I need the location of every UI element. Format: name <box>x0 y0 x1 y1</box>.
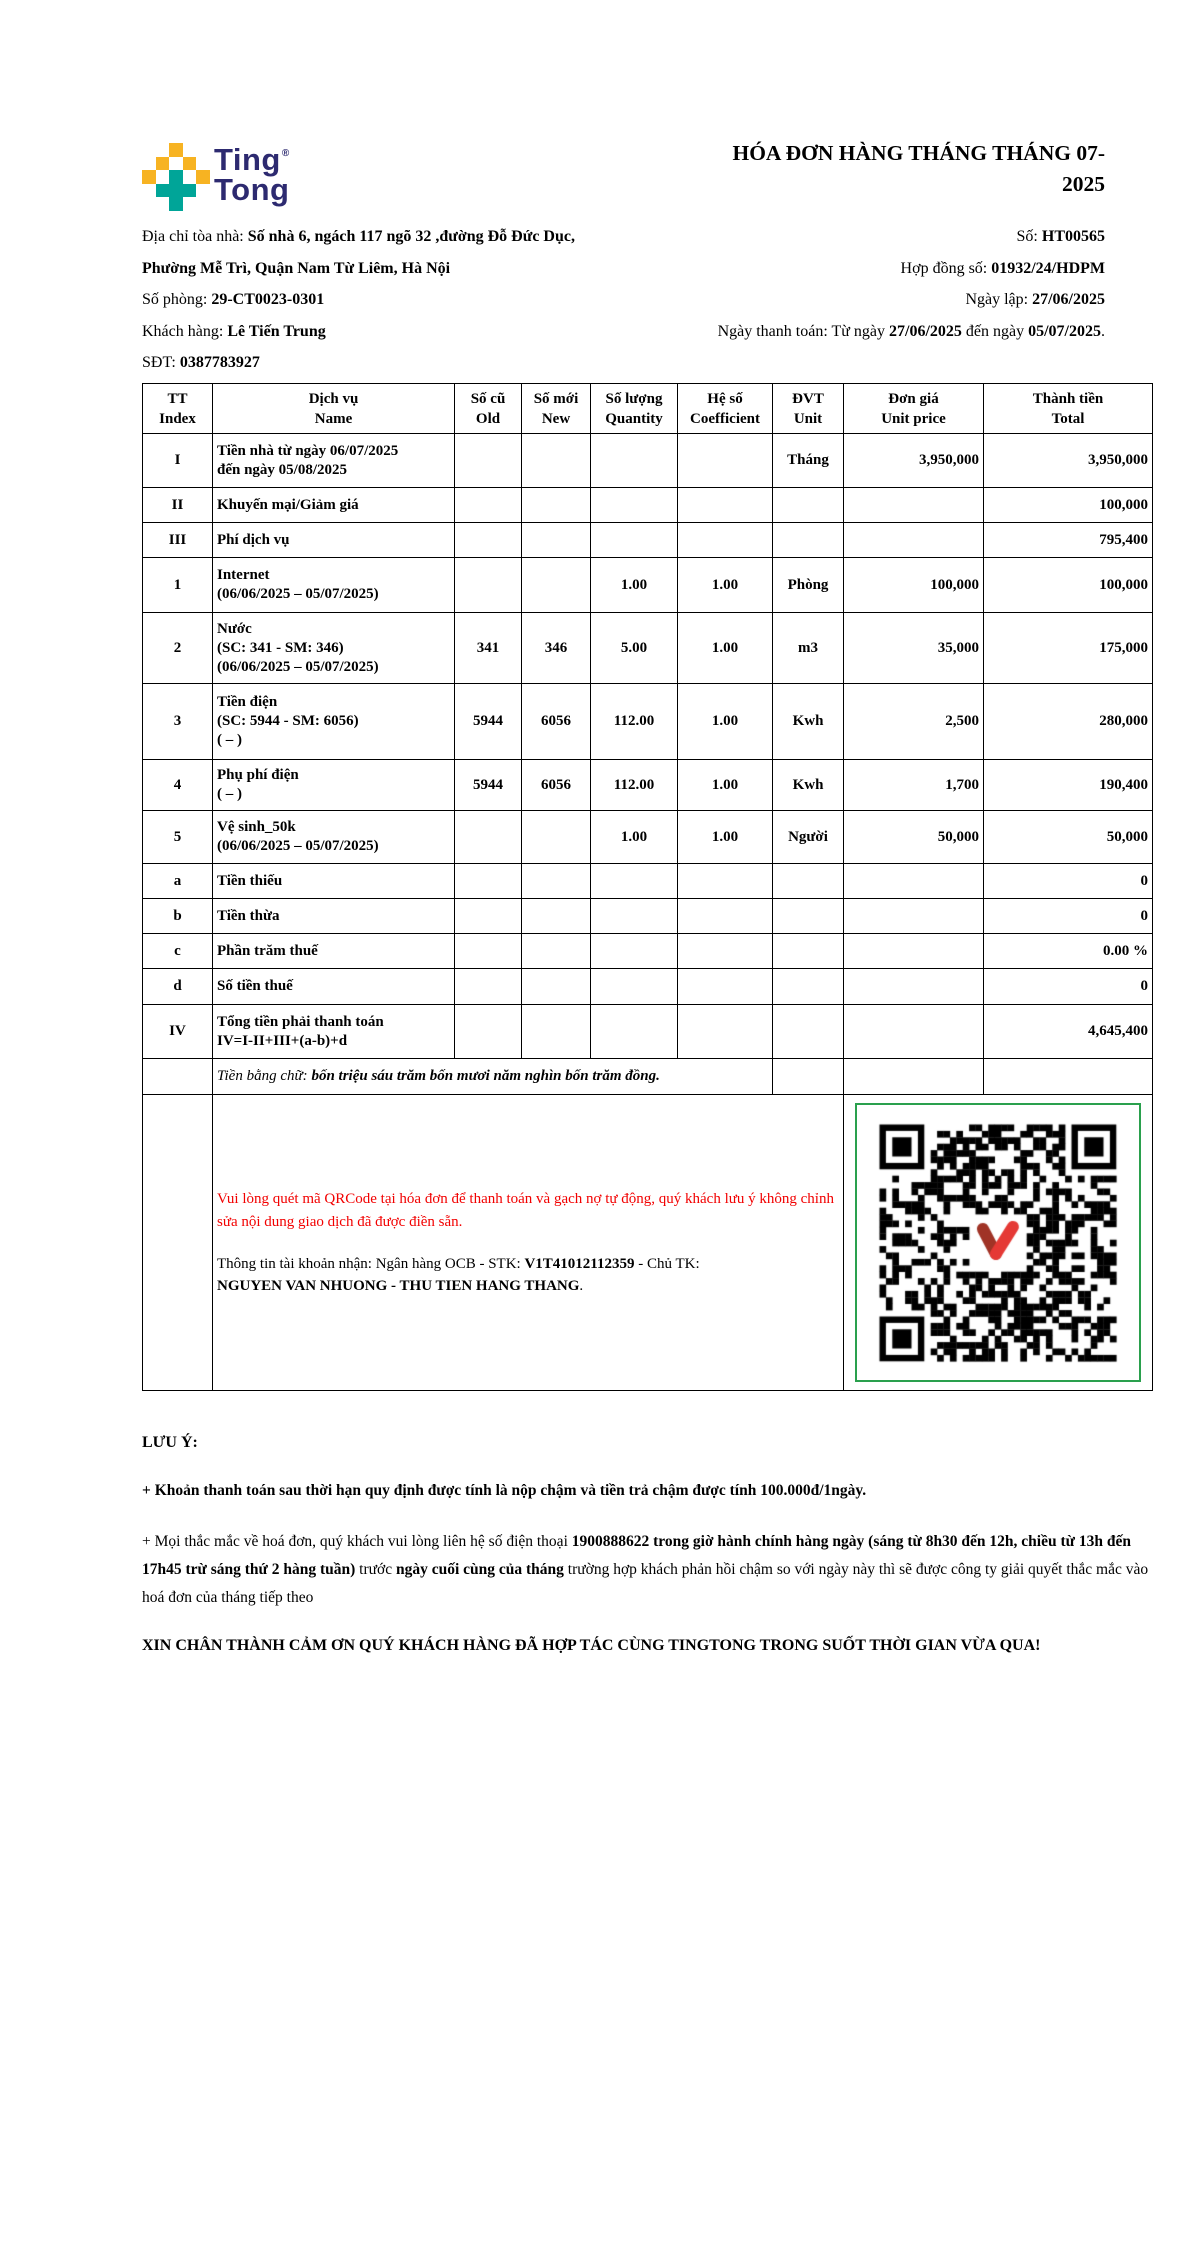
cell-new-reading: 346 <box>522 613 591 684</box>
text-segment: Ngày lập: <box>965 291 1033 309</box>
text-segment: NGUYEN VAN NHUONG - THU TIEN HANG THANG <box>217 1278 580 1294</box>
cell-total: 0 <box>984 969 1153 1005</box>
cell-total: 3,950,000 <box>984 434 1153 488</box>
text-segment: 0387783927 <box>179 354 260 372</box>
text-segment: SĐT: <box>142 354 180 372</box>
cell-quantity: 1.00 <box>591 558 678 613</box>
cell-old-reading <box>455 934 522 969</box>
text-segment: 1900888622 trong giờ hành chính hàng ngày (sáng từ 8h30 đến 12h, chiều từ 13h đến 17h45 trừ sáng thứ 2 hàng tuần) <box>142 1533 1131 1578</box>
cell-service-name <box>213 864 455 899</box>
cell-empty <box>844 1059 984 1095</box>
cell-new-reading <box>522 558 591 613</box>
cell-total: 100,000 <box>984 558 1153 613</box>
service-name-line: Phụ phí điện <box>217 767 299 783</box>
text-segment: 27/06/2025 <box>1032 291 1105 309</box>
service-name-line: Vệ sinh_50k <box>217 819 296 835</box>
thank-you-note: XIN CHÂN THÀNH CẢM ƠN QUÝ KHÁCH HÀNG ĐÃ HỢP TÁC CÙNG TINGTONG TRONG SUỐT THỜI GIAN VỪA QUA! <box>142 1637 1041 1654</box>
tingtong-logo-icon <box>142 143 207 208</box>
cell-unit-price: 1,700 <box>844 760 984 811</box>
logo-pixel-yellow <box>142 170 156 184</box>
cell-unit: Tháng <box>773 434 844 488</box>
cell-new-reading: 6056 <box>522 760 591 811</box>
text-segment: Thông tin tài khoản nhận: Ngân hàng OCB - STK: <box>217 1256 525 1272</box>
cell-new-reading <box>522 488 591 523</box>
cell-old-reading <box>455 811 522 864</box>
column-header <box>143 384 213 434</box>
logo-word-ting: Ting <box>214 142 281 177</box>
late-fee-note: + Khoản thanh toán sau thời hạn quy định được tính là nộp chậm và tiền trả chậm được tính 100.000đ/1ngày. <box>142 1482 867 1499</box>
cell-unit-price <box>844 523 984 558</box>
cell-old-reading <box>455 969 522 1005</box>
cell-old-reading: 5944 <box>455 760 522 811</box>
invoice-meta-line <box>560 253 1105 285</box>
cell-unit: m3 <box>773 613 844 684</box>
cell-new-reading <box>522 811 591 864</box>
cell-empty <box>143 1095 213 1391</box>
table-row <box>143 811 1153 864</box>
cell-total: 175,000 <box>984 613 1153 684</box>
cell-service-name <box>213 558 455 613</box>
cell-coefficient <box>678 1005 773 1059</box>
table-row <box>143 523 1153 558</box>
text-segment: Phường Mễ Trì, Quận Nam Từ Liêm, Hà Nội <box>142 259 451 277</box>
column-header-en: Old <box>475 410 501 427</box>
text-segment: trước <box>355 1561 396 1578</box>
logo-pixel-yellow <box>183 157 197 171</box>
column-header-vi: Số lượng <box>605 390 663 407</box>
column-header-en: Name <box>314 410 353 427</box>
cell-new-reading: 6056 <box>522 684 591 760</box>
cell-empty <box>143 1059 213 1095</box>
service-name-line: IV=I-II+III+(a-b)+d <box>217 1032 348 1049</box>
column-header-vi: TT <box>167 390 188 407</box>
cell-old-reading <box>455 558 522 613</box>
column-header-vi: Thành tiền <box>1032 390 1104 407</box>
cell-coefficient: 1.00 <box>678 811 773 864</box>
service-name-line: Phần trăm thuế <box>217 942 318 959</box>
cell-old-reading: 341 <box>455 613 522 684</box>
cell-new-reading <box>522 523 591 558</box>
cell-total: 100,000 <box>984 488 1153 523</box>
table-row <box>143 613 1153 684</box>
text-segment: + Mọi thắc mắc về hoá đơn, quý khách vui lòng liên hệ số điện thoại <box>142 1533 572 1550</box>
cell-total: 795,400 <box>984 523 1153 558</box>
logo-pixel-teal <box>169 197 183 211</box>
cell-total: 0.00 % <box>984 934 1153 969</box>
table-row <box>143 558 1153 613</box>
cell-quantity: 5.00 <box>591 613 678 684</box>
text-segment: Số phòng: <box>142 291 212 309</box>
service-name-line: (SC: 5944 - SM: 6056) <box>217 713 359 729</box>
text-segment: Địa chỉ tòa nhà: <box>142 228 248 245</box>
payment-qr-code <box>869 1114 1127 1372</box>
service-name-line: (06/06/2025 – 05/07/2025) <box>217 586 379 602</box>
text-segment: HT00565 <box>1041 228 1105 245</box>
cell-unit-price: 100,000 <box>844 558 984 613</box>
table-row <box>143 969 1153 1005</box>
column-header-vi: ĐVT <box>792 390 824 407</box>
cell-quantity: 1.00 <box>591 811 678 864</box>
column-header <box>984 384 1153 434</box>
table-row <box>143 434 1153 488</box>
cell-quantity: 112.00 <box>591 684 678 760</box>
cell-service-name <box>213 684 455 760</box>
column-header <box>522 384 591 434</box>
cell-unit <box>773 864 844 899</box>
cell-old-reading <box>455 1005 522 1059</box>
cell-new-reading <box>522 899 591 934</box>
logo-pixel-teal <box>169 170 183 184</box>
cell-unit <box>773 969 844 1005</box>
column-header-en: Total <box>1051 410 1085 427</box>
notes-heading: LƯU Ý: <box>142 1434 198 1451</box>
cell-service-name <box>213 613 455 684</box>
cell-unit-price: 3,950,000 <box>844 434 984 488</box>
cell-index: 5 <box>143 811 213 864</box>
invoice-meta-line <box>560 221 1105 253</box>
cell-total: 0 <box>984 899 1153 934</box>
cell-coefficient <box>678 934 773 969</box>
column-header-en: Quantity <box>605 410 663 427</box>
service-name-line: Tiền điện <box>217 694 278 710</box>
cell-total: 280,000 <box>984 684 1153 760</box>
invoice-table <box>142 383 1153 1391</box>
cell-old-reading <box>455 434 522 488</box>
cell-unit <box>773 523 844 558</box>
payment-row <box>143 1095 1153 1391</box>
text-segment: 29-CT0023-0301 <box>211 291 325 309</box>
service-name-line: Khuyến mại/Giảm giá <box>217 496 359 513</box>
cell-empty <box>984 1059 1153 1095</box>
cell-index: I <box>143 434 213 488</box>
footer-notes <box>142 1434 1154 1660</box>
invoice-title-line1: HÓA ĐƠN HÀNG THÁNG THÁNG 07- <box>732 141 1105 165</box>
cell-coefficient <box>678 969 773 1005</box>
cell-index: II <box>143 488 213 523</box>
logo-pixel-teal <box>156 184 170 198</box>
cell-unit-price <box>844 1005 984 1059</box>
cell-new-reading <box>522 864 591 899</box>
cell-old-reading <box>455 864 522 899</box>
cell-coefficient <box>678 488 773 523</box>
cell-index: d <box>143 969 213 1005</box>
cell-new-reading <box>522 1005 591 1059</box>
service-name-line: Nước <box>217 620 252 637</box>
cell-coefficient <box>678 434 773 488</box>
column-header-en: Unit price <box>881 410 946 427</box>
column-header-en: New <box>541 410 571 427</box>
text-segment: Số: <box>1016 228 1042 245</box>
cell-amount-in-words <box>213 1059 773 1095</box>
column-header-vi: Dịch vụ <box>308 390 359 407</box>
cell-new-reading <box>522 934 591 969</box>
table-row <box>143 864 1153 899</box>
cell-quantity <box>591 434 678 488</box>
logo-pixel-yellow <box>196 170 210 184</box>
service-name-line: Tiền thiếu <box>217 872 283 889</box>
text-segment: ngày cuối cùng của tháng <box>395 1561 564 1578</box>
service-name-line: (06/06/2025 – 05/07/2025) <box>217 838 379 854</box>
invoice-meta-line <box>560 316 1105 348</box>
cell-unit-price <box>844 934 984 969</box>
service-name-line: Tiền nhà từ ngày 06/07/2025 <box>217 442 399 459</box>
tingtong-logo-text <box>214 139 290 205</box>
qr-instruction-red-note: Vui lòng quét mã QRCode tại hóa đơn để thanh toán và gạch nợ tự động, quý khách lưu ý không chỉnh sửa nội dung giao dịch đã được điền sẵn. <box>217 1191 834 1230</box>
building-info-line <box>142 347 742 379</box>
column-header-vi: Số cũ <box>470 390 506 407</box>
cell-index: 4 <box>143 760 213 811</box>
cell-service-name <box>213 1005 455 1059</box>
cell-quantity <box>591 899 678 934</box>
service-name-line: Tiền thừa <box>217 907 280 924</box>
header-row <box>143 384 1153 434</box>
cell-new-reading <box>522 969 591 1005</box>
text-segment: Khách hàng: <box>142 322 228 340</box>
cell-service-name <box>213 760 455 811</box>
cell-unit: Phòng <box>773 558 844 613</box>
cell-unit <box>773 899 844 934</box>
cell-coefficient: 1.00 <box>678 760 773 811</box>
cell-index: IV <box>143 1005 213 1059</box>
cell-total: 0 <box>984 864 1153 899</box>
cell-total: 50,000 <box>984 811 1153 864</box>
column-header-en: Coefficient <box>690 410 760 427</box>
text-segment: - Chủ TK: <box>634 1256 700 1272</box>
service-name-line: đến ngày 05/08/2025 <box>217 461 348 478</box>
cell-unit: Người <box>773 811 844 864</box>
cell-old-reading: 5944 <box>455 684 522 760</box>
cell-service-name <box>213 523 455 558</box>
service-name-line: Phí dịch vụ <box>217 531 290 548</box>
service-name-line: Tổng tiền phải thanh toán <box>217 1013 384 1030</box>
cell-index: 1 <box>143 558 213 613</box>
table-row <box>143 1005 1153 1059</box>
service-name-line: Internet <box>217 567 270 583</box>
cell-index: c <box>143 934 213 969</box>
invoice-title-line2: 2025 <box>1062 172 1105 196</box>
cell-index: III <box>143 523 213 558</box>
cell-old-reading <box>455 488 522 523</box>
column-header-vi: Hệ số <box>707 390 743 407</box>
text-segment: . <box>1101 322 1105 340</box>
cell-service-name <box>213 811 455 864</box>
text-segment: 05/07/2025 <box>1028 322 1101 340</box>
cell-quantity <box>591 488 678 523</box>
cell-unit-price <box>844 899 984 934</box>
cell-new-reading <box>522 434 591 488</box>
text-segment: Lê Tiến Trung <box>227 322 326 340</box>
cell-quantity: 112.00 <box>591 760 678 811</box>
cell-total: 4,645,400 <box>984 1005 1153 1059</box>
logo-pixel-teal <box>183 184 197 198</box>
cell-unit-price <box>844 488 984 523</box>
service-name-line: Số tiền thuế <box>217 978 293 994</box>
text-segment: Hợp đồng số: <box>900 259 992 277</box>
cell-quantity <box>591 934 678 969</box>
service-name-line: (06/06/2025 – 05/07/2025) <box>217 658 379 675</box>
registered-mark: ® <box>281 148 290 159</box>
text-segment: 01932/24/HDPM <box>991 259 1105 277</box>
text-segment: đến ngày <box>961 322 1029 340</box>
service-name-line: ( – ) <box>217 732 242 748</box>
invoice-meta-line <box>560 284 1105 316</box>
cell-unit-price: 35,000 <box>844 613 984 684</box>
cell-coefficient <box>678 899 773 934</box>
column-header <box>455 384 522 434</box>
qr-frame <box>855 1103 1141 1382</box>
cell-coefficient <box>678 864 773 899</box>
cell-quantity <box>591 523 678 558</box>
cell-index: 2 <box>143 613 213 684</box>
cell-service-name <box>213 434 455 488</box>
cell-old-reading <box>455 899 522 934</box>
invoice-table-body <box>143 434 1153 1391</box>
cell-index: 3 <box>143 684 213 760</box>
account-info <box>217 1253 839 1297</box>
cell-quantity <box>591 1005 678 1059</box>
logo-pixel-yellow <box>156 157 170 171</box>
table-row <box>143 899 1153 934</box>
cell-unit: Kwh <box>773 684 844 760</box>
logo-pixel-teal <box>169 184 183 198</box>
service-name-line: (SC: 341 - SM: 346) <box>217 639 344 656</box>
cell-unit-price: 2,500 <box>844 684 984 760</box>
column-header <box>591 384 678 434</box>
table-row <box>143 488 1153 523</box>
cell-old-reading <box>455 523 522 558</box>
amount-in-words-value: bốn triệu sáu trăm bốn mươi năm nghìn bốn trăm đồng. <box>311 1068 660 1084</box>
cell-qr <box>844 1095 1153 1391</box>
column-header <box>213 384 455 434</box>
cell-empty <box>773 1059 844 1095</box>
text-segment: . <box>579 1278 584 1294</box>
cell-service-name <box>213 488 455 523</box>
text-segment: 27/06/2025 <box>889 322 962 340</box>
cell-unit-price: 50,000 <box>844 811 984 864</box>
cell-unit-price <box>844 864 984 899</box>
text-segment: trường hợp khách phản hồi chậm so với ngày này thì sẽ được công ty giải quyết thắc mắc vào hoá đơn của tháng tiếp theo <box>142 1561 1149 1606</box>
column-header <box>844 384 984 434</box>
cell-index: b <box>143 899 213 934</box>
logo-word-tong: Tong <box>214 172 290 207</box>
invoice-title <box>600 138 1105 200</box>
amount-in-words-row <box>143 1059 1153 1095</box>
cell-index: a <box>143 864 213 899</box>
table-row <box>143 934 1153 969</box>
tingtong-logo <box>142 141 382 211</box>
cell-unit <box>773 1005 844 1059</box>
cell-quantity <box>591 969 678 1005</box>
text-segment: Số nhà 6, ngách 117 ngõ 32 ,đường Đỗ Đức Dục, <box>247 228 575 245</box>
column-header-vi: Đơn giá <box>888 390 939 407</box>
cell-unit: Kwh <box>773 760 844 811</box>
amount-in-words-label: Tiền bằng chữ: <box>217 1068 312 1084</box>
logo-pixel-yellow <box>169 143 183 157</box>
cell-coefficient: 1.00 <box>678 684 773 760</box>
cell-unit <box>773 934 844 969</box>
column-header-en: Unit <box>793 410 823 427</box>
cell-total: 190,400 <box>984 760 1153 811</box>
cell-service-name <box>213 899 455 934</box>
invoice-table-header <box>143 384 1153 434</box>
cell-unit-price <box>844 969 984 1005</box>
cell-coefficient: 1.00 <box>678 558 773 613</box>
service-name-line: ( – ) <box>217 786 242 802</box>
cell-service-name <box>213 969 455 1005</box>
column-header-vi: Số mới <box>533 390 579 407</box>
cell-coefficient <box>678 523 773 558</box>
cell-unit <box>773 488 844 523</box>
column-header-en: Index <box>159 410 196 427</box>
cell-service-name <box>213 934 455 969</box>
logo-text-line1 <box>214 139 290 175</box>
text-segment: Ngày thanh toán: Từ ngày <box>717 322 890 340</box>
contact-note <box>142 1528 1154 1612</box>
cell-quantity <box>591 864 678 899</box>
table-row <box>143 684 1153 760</box>
column-header <box>773 384 844 434</box>
cell-payment-instructions <box>213 1095 844 1391</box>
column-header <box>678 384 773 434</box>
cell-coefficient: 1.00 <box>678 613 773 684</box>
logo-text-line2 <box>214 172 290 207</box>
invoice-meta-info <box>560 221 1105 347</box>
table-row <box>143 760 1153 811</box>
text-segment: V1T41012112359 <box>524 1256 635 1272</box>
